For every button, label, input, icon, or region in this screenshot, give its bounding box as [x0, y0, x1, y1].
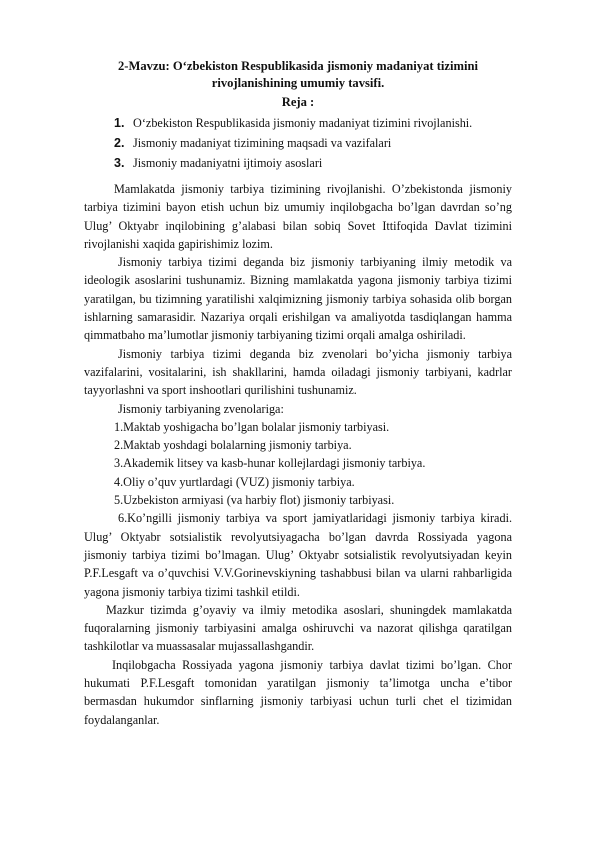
- zveno-list-item: 4.Oliy o’quv yurtlardagi (VUZ) jismoniy tarbiya.: [114, 474, 355, 489]
- plan-item: [114, 153, 472, 173]
- plan-list: [114, 113, 472, 173]
- body-paragraph: 6.Ko’ngilli jismoniy tarbiya va sport jamiyatlaridagi jismoniy tarbiya kiradi. Ulug’ Oktyabr sotsialistik revolyutsiyagacha bo’lgan davrda Rossiyada yagona jismoniy tarbiya tizimi bo’lmagan. Ulug’ Oktyabr sotsialistik revolyutsiyadan keyin P.F.Lesgaft va o’quvchisi V.V.Gorinevskiyning tashabbusi bilan va ularni rahbarligida yagona jismoniy tarbiya tizimi tashkil etildi.: [84, 511, 512, 599]
- zveno-list-intro: Jismoniy tarbiyaning zvenolariga:: [118, 401, 284, 416]
- plan-item: [114, 133, 472, 153]
- body-paragraph: Mamlakatda jismoniy tarbiya tizimining rivojlanishi. O’zbekistonda jismoniy tarbiya tizimini bayon etish uchun biz umumiy inqilobgacha bo’lgan davrdan so’ng Ulug’ Oktyabr inqilobining g’alabasi bilan sobiq Sovet Ittifoqida Davlat tizimini rivojlanishi xaqida gapirishimiz lozim.: [84, 182, 512, 251]
- plan-item-text: O‘zbekiston Respublikasida jismoniy madaniyat tizimini rivojlanishi.: [133, 116, 473, 130]
- plan-item-number: 2.: [114, 136, 125, 150]
- plan-item-number: 1.: [114, 116, 125, 130]
- plan-item: [114, 113, 472, 133]
- document-title: 2-Mavzu: O‘zbekiston Respublikasida jismoniy madaniyat tizimini rivojlanishining umumiy tavsifi.: [117, 59, 478, 90]
- zveno-list-item: 2.Maktab yoshdagi bolalarning jismoniy tarbiya.: [114, 438, 352, 453]
- body-paragraph: Inqilobgacha Rossiyada yagona jismoniy tarbiya davlat tizimi bo’lgan. Chor hukumati P.F.Lesgaft tomonidan yaratilgan jismoniy ta’limotga uncha e’tibor bermasdan hukumdor sinflarning jismoniy tarbiyasi uchun turli chet el tizimidan foydalanganlar.: [84, 657, 512, 727]
- zveno-list-item: 3.Akademik litsey va kasb-hunar kollejlardagi jismoniy tarbiya.: [114, 456, 426, 471]
- plan-item-text: Jismoniy madaniyatni ijtimoiy asoslari: [133, 156, 323, 170]
- plan-item-text: Jismoniy madaniyat tizimining maqsadi va vazifalari: [133, 136, 392, 150]
- zveno-list-item: 1.Maktab yoshigacha bo’lgan bolalar jismoniy tarbiyasi.: [114, 419, 390, 434]
- document-body: [84, 180, 512, 729]
- plan-heading: Reja :: [281, 95, 315, 109]
- zveno-list-item: 5.Uzbekiston armiyasi (va harbiy flot) jismoniy tarbiyasi.: [114, 493, 395, 508]
- body-paragraph: Mazkur tizimda g’oyaviy va ilmiy metodika asoslari, shuningdek mamlakatda fuqoralarning jismoniy tarbiyasini amalga oshiruvchi va nazorat qilishga qaratilgan tashkilotlar va muassasalar mujassallashgandir.: [84, 602, 512, 654]
- body-paragraph: Jismoniy tarbiya tizimi deganda biz zvenolari bo’yicha jismoniy tarbiya vazifalarini, vositalarini, ish shakllarini, hamda oiladagi jismoniy tarbiyani, kadrlar tayyorlashni va sport inshootlari qurilishini tushunamiz.: [84, 346, 512, 398]
- plan-item-number: 3.: [114, 156, 125, 170]
- body-paragraph: Jismoniy tarbiya tizimi deganda biz jismoniy tarbiyaning ilmiy metodik va ideologik asoslarini tushunamiz. Bizning mamlakatda yagona jismoniy tarbiya tizimi yaratilgan, bu tizimning yaratilishi xalqimizning jismoniy tarbiya sohasida olib borgan ishlarning samarasidir. Nazariya orqali erishilgan va amaliyotda tasdiqlangan hamma qimmatbaho ma’lumotlar jismoniy tarbiyaning tizimi orqali amalga oshiriladi.: [84, 255, 512, 343]
